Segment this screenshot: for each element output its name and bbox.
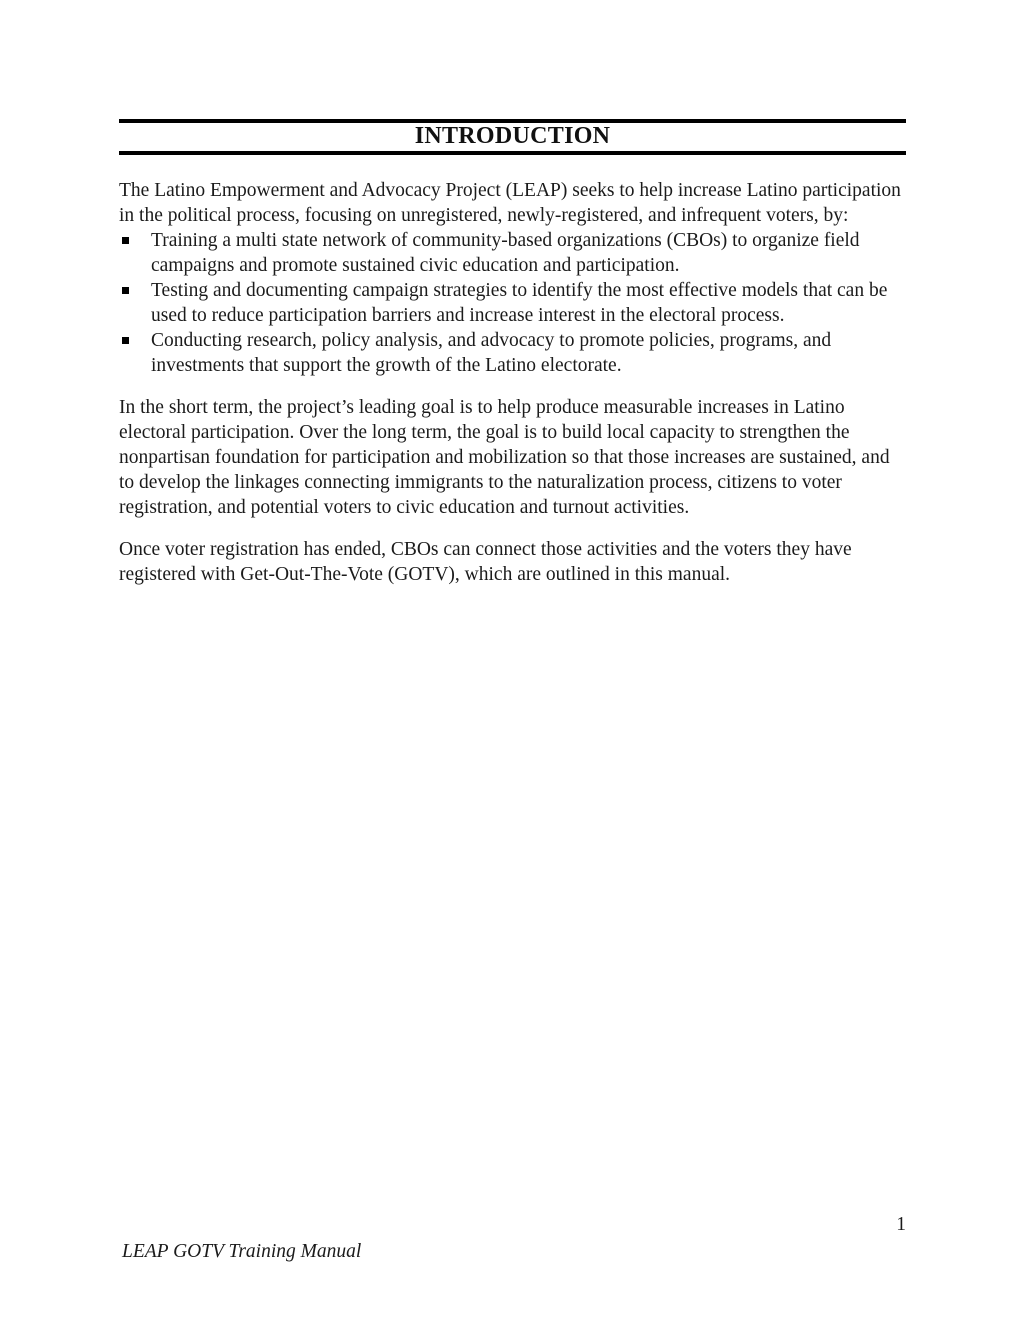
gotv-paragraph: Once voter registration has ended, CBOs can connect those activities and the voters they have registered with Get-Out-The-Vote (GOTV), which are outlined in this manual. [119, 539, 852, 585]
title-block [119, 119, 906, 155]
list-item-text: Training a multi state network of community-based organizations (CBOs) to organize field campaigns and promote sustained civic education and participation. [151, 230, 860, 276]
list-item-text: Testing and documenting campaign strategies to identify the most effective models that can be used to reduce participation barriers and increase interest in the electoral process. [151, 280, 888, 326]
page-content [119, 0, 906, 587]
list-item [119, 278, 906, 328]
bullet-square-icon [122, 237, 129, 244]
list-item-text: Conducting research, policy analysis, and advocacy to promote policies, programs, and investments that support the growth of the Latino electorate. [151, 330, 832, 376]
title-rule-bottom [119, 151, 906, 155]
bullet-square-icon [122, 337, 129, 344]
page-title: INTRODUCTION [414, 123, 611, 149]
list-item [119, 228, 906, 278]
bullet-list [119, 228, 906, 378]
page-number: 1 [896, 1214, 906, 1235]
list-item [119, 328, 906, 378]
bullet-square-icon [122, 287, 129, 294]
footer-manual-title: LEAP GOTV Training Manual [122, 1241, 362, 1262]
intro-paragraph: The Latino Empowerment and Advocacy Project (LEAP) seeks to help increase Latino participation in the political process, focusing on unregistered, newly-registered, and infrequent voters, by: [119, 180, 901, 226]
short-term-goal-paragraph: In the short term, the project’s leading goal is to help produce measurable increases in Latino electoral participation. Over the long term, the goal is to build local capacity to strengthen the nonpartisan foundation for participation and mobilization so that those increases are sustained, and to develop the linkages connecting immigrants to the naturalization process, citizens to voter registration, and potential voters to civic education and turnout activities. [119, 397, 890, 518]
